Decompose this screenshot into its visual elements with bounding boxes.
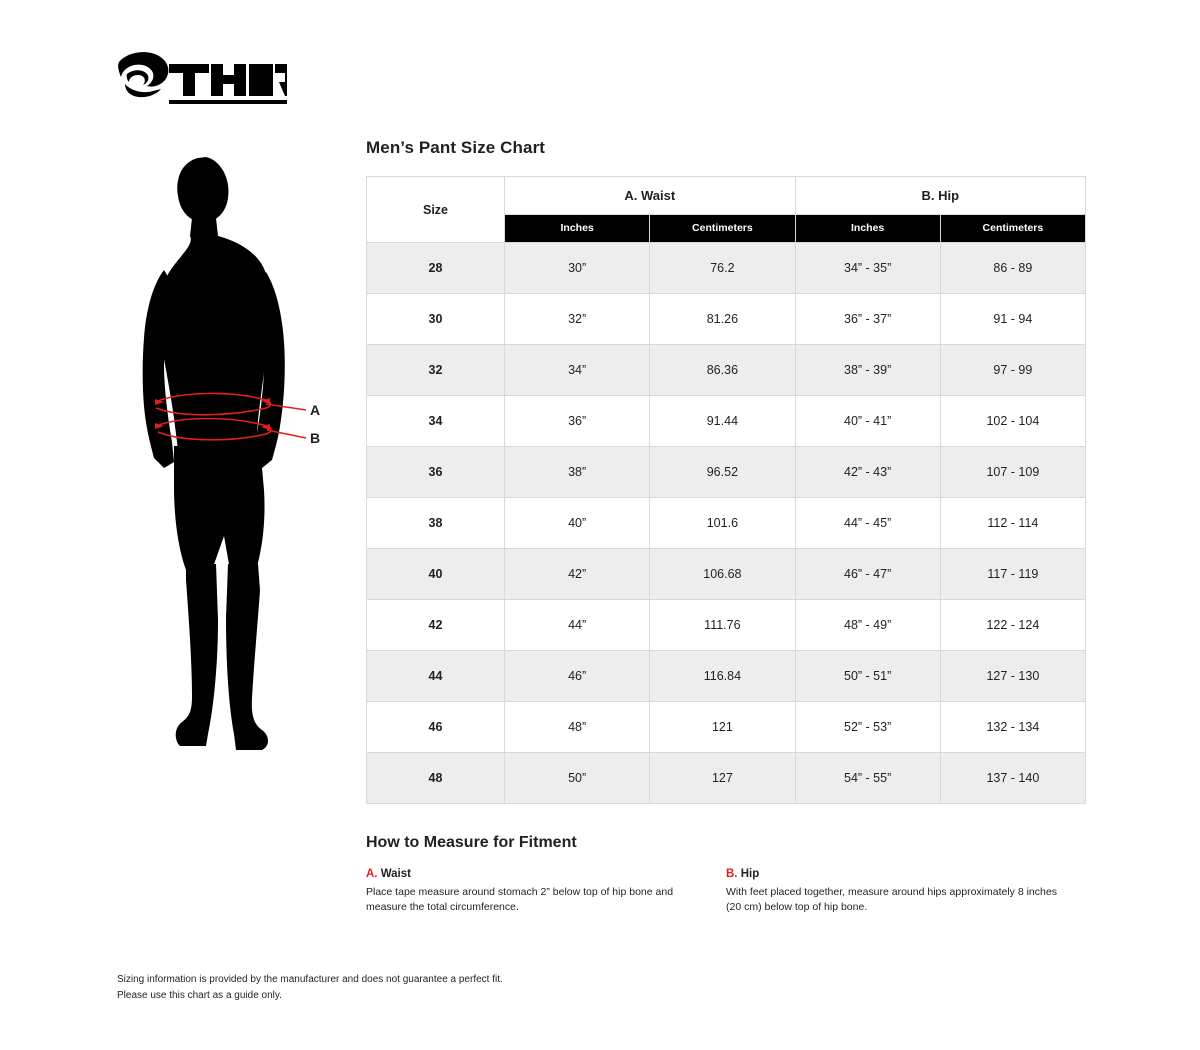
how-to-hip-name: Hip <box>740 868 760 880</box>
size-chart-content <box>366 138 1086 915</box>
cell-hip-inches: 38” - 39” <box>795 345 940 396</box>
table-header <box>367 177 1086 243</box>
cell-hip-inches: 46” - 47” <box>795 549 940 600</box>
cell-size: 34 <box>367 396 505 447</box>
cell-waist-inches: 40” <box>505 498 650 549</box>
cell-waist-inches: 32” <box>505 294 650 345</box>
table-row <box>367 549 1086 600</box>
table-body <box>367 243 1086 804</box>
table-row <box>367 396 1086 447</box>
cell-hip-cm: 107 - 109 <box>940 447 1085 498</box>
how-to-waist-label <box>366 868 701 880</box>
table-row <box>367 294 1086 345</box>
how-to-waist-name: Waist <box>380 868 411 880</box>
table-row <box>367 753 1086 804</box>
cell-hip-inches: 42” - 43” <box>795 447 940 498</box>
cell-waist-cm: 91.44 <box>650 396 795 447</box>
silhouette-shape <box>143 157 285 750</box>
cell-hip-cm: 91 - 94 <box>940 294 1085 345</box>
header-waist-inches: Inches <box>505 214 650 242</box>
header-size: Size <box>367 177 505 243</box>
table-row <box>367 243 1086 294</box>
cell-waist-cm: 96.52 <box>650 447 795 498</box>
cell-hip-cm: 97 - 99 <box>940 345 1085 396</box>
table-row <box>367 702 1086 753</box>
cell-size: 28 <box>367 243 505 294</box>
how-to-item-waist <box>366 868 726 915</box>
cell-hip-cm: 112 - 114 <box>940 498 1085 549</box>
cell-hip-inches: 34” - 35” <box>795 243 940 294</box>
cell-hip-cm: 132 - 134 <box>940 702 1085 753</box>
cell-hip-cm: 127 - 130 <box>940 651 1085 702</box>
cell-size: 36 <box>367 447 505 498</box>
cell-waist-cm: 81.26 <box>650 294 795 345</box>
header-hip-group: B. Hip <box>795 177 1086 215</box>
table-row <box>367 651 1086 702</box>
cell-size: 42 <box>367 600 505 651</box>
table-row <box>367 600 1086 651</box>
how-to-hip-label <box>726 868 1061 880</box>
thor-logo <box>117 50 287 108</box>
cell-waist-cm: 86.36 <box>650 345 795 396</box>
size-chart-table <box>366 176 1086 804</box>
figure-label-b: B <box>310 430 321 446</box>
cell-waist-inches: 30” <box>505 243 650 294</box>
cell-hip-cm: 102 - 104 <box>940 396 1085 447</box>
cell-size: 46 <box>367 702 505 753</box>
header-waist-centimeters: Centimeters <box>650 214 795 242</box>
disclaimer <box>117 972 503 1003</box>
header-hip-centimeters: Centimeters <box>940 214 1085 242</box>
cell-hip-inches: 36” - 37” <box>795 294 940 345</box>
table-row <box>367 345 1086 396</box>
table-row <box>367 498 1086 549</box>
cell-waist-inches: 50” <box>505 753 650 804</box>
cell-waist-inches: 48” <box>505 702 650 753</box>
cell-hip-inches: 48” - 49” <box>795 600 940 651</box>
cell-waist-inches: 34” <box>505 345 650 396</box>
how-to-hip-body: With feet placed together, measure around hips approximately 8 inches (20 cm) below top of hip bone. <box>726 886 1057 914</box>
cell-hip-inches: 50” - 51” <box>795 651 940 702</box>
cell-hip-inches: 44” - 45” <box>795 498 940 549</box>
cell-waist-cm: 101.6 <box>650 498 795 549</box>
table-row <box>367 447 1086 498</box>
header-hip-inches: Inches <box>795 214 940 242</box>
cell-waist-inches: 36” <box>505 396 650 447</box>
cell-size: 44 <box>367 651 505 702</box>
how-to-hip-letter: B. <box>726 868 738 880</box>
cell-waist-cm: 76.2 <box>650 243 795 294</box>
cell-waist-inches: 44” <box>505 600 650 651</box>
figure-label-a: A <box>310 402 321 418</box>
header-waist-group: A. Waist <box>505 177 796 215</box>
cell-waist-cm: 111.76 <box>650 600 795 651</box>
cell-waist-cm: 127 <box>650 753 795 804</box>
cell-hip-inches: 52” - 53” <box>795 702 940 753</box>
cell-waist-inches: 42” <box>505 549 650 600</box>
how-to-item-hip <box>726 868 1086 915</box>
how-to-waist-body: Place tape measure around stomach 2” below top of hip bone and measure the total circumference. <box>366 886 674 914</box>
cell-waist-cm: 121 <box>650 702 795 753</box>
body-silhouette-figure <box>120 150 340 760</box>
cell-size: 40 <box>367 549 505 600</box>
cell-waist-cm: 106.68 <box>650 549 795 600</box>
cell-size: 38 <box>367 498 505 549</box>
how-to-waist-letter: A. <box>366 868 378 880</box>
disclaimer-line-1: Sizing information is provided by the manufacturer and does not guarantee a perfect fit. <box>117 974 503 985</box>
how-to-measure-section <box>366 834 1086 915</box>
cell-size: 30 <box>367 294 505 345</box>
disclaimer-line-2: Please use this chart as a guide only. <box>117 989 282 1001</box>
cell-size: 32 <box>367 345 505 396</box>
page-title: Men’s Pant Size Chart <box>366 138 546 157</box>
cell-waist-inches: 38” <box>505 447 650 498</box>
cell-hip-cm: 117 - 119 <box>940 549 1085 600</box>
cell-hip-inches: 54” - 55” <box>795 753 940 804</box>
cell-waist-inches: 46” <box>505 651 650 702</box>
how-to-measure-title: How to Measure for Fitment <box>366 834 577 851</box>
cell-size: 48 <box>367 753 505 804</box>
cell-hip-cm: 137 - 140 <box>940 753 1085 804</box>
cell-hip-cm: 122 - 124 <box>940 600 1085 651</box>
cell-hip-inches: 40” - 41” <box>795 396 940 447</box>
cell-hip-cm: 86 - 89 <box>940 243 1085 294</box>
cell-waist-cm: 116.84 <box>650 651 795 702</box>
